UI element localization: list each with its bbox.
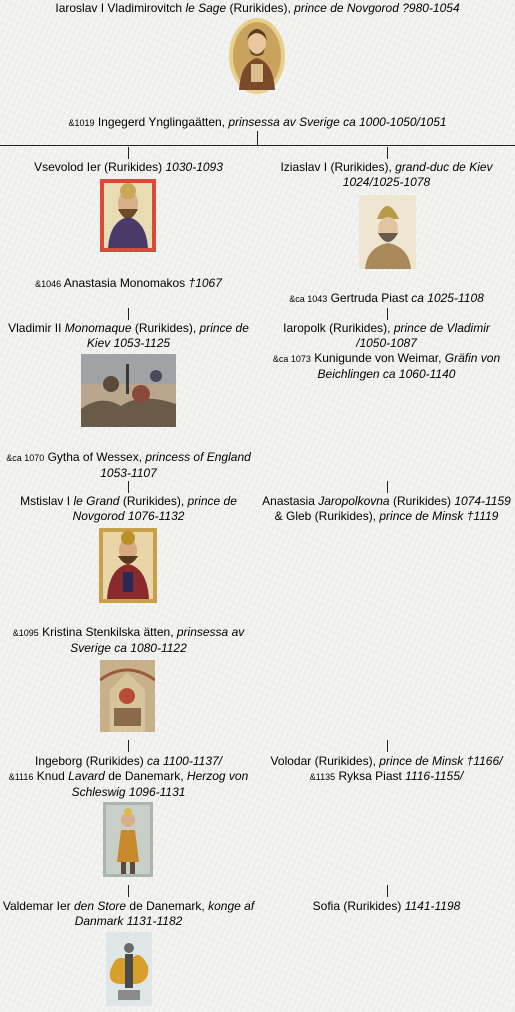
gytha-dates: 1053-1107 [100, 466, 157, 480]
anastasia-j-dates: 1074-1159 [454, 494, 511, 508]
portrait-valdemar [106, 932, 152, 1006]
left-gen1 [0, 160, 257, 175]
knud-title: Schleswig 1096-1131 [71, 785, 186, 799]
vladimir-epithet: Monomaque [64, 321, 132, 335]
connector-right [387, 740, 388, 752]
gertruda-marriage: &ca 1043 [289, 294, 328, 304]
portrait-iziaslav [359, 195, 416, 269]
gertruda-name: Gertruda Piast [330, 291, 408, 305]
ingeborg-name: Ingeborg (Rurikides) [34, 754, 144, 768]
root-spouse-name: Ingegerd Ynglingaätten, [97, 115, 226, 129]
portrait-knud [103, 802, 153, 877]
valdemar-title: Danmark 1131-1182 [74, 914, 183, 928]
connector-sibling-bar [0, 145, 515, 146]
iaropolk-dates: /1050-1087 [356, 336, 417, 350]
anastasia-j-name: Anastasia [262, 494, 315, 508]
mstislav-epithet: le Grand [73, 494, 120, 508]
gertruda-dates: ca 1025-1108 [411, 291, 484, 305]
connector-right [387, 308, 388, 320]
vsevolod-name: Vsevolod Ier (Rurikides) [34, 160, 163, 174]
kristina-title: Sverige ca 1080-1122 [70, 641, 187, 655]
left-gen4: Ingeborg (Rurikides) ca 1100-1137/ &1116 Knud Lavard de Danemark, Herzog von Schleswig 1096-1131 [8, 754, 249, 799]
gytha-name: Gytha of Wessex, [47, 450, 143, 464]
knud-epithet: Lavard [68, 769, 105, 783]
root-name: Iaroslav I Vladimirovitch [55, 1, 183, 15]
kunigunde-title: Beichlingen ca 1060-1140 [317, 367, 456, 381]
connector-left [128, 147, 129, 159]
root-spouse [0, 115, 515, 131]
knud-name: Knud [36, 769, 65, 783]
sofia-name: Sofia (Rurikides) [312, 899, 402, 913]
sofia-dates: 1141-1198 [404, 899, 461, 913]
vsevolod-dates: 1030-1093 [165, 160, 223, 174]
left-spouse1 [0, 276, 257, 292]
root-person [0, 1, 515, 16]
root-marriage: &1019 [68, 118, 95, 128]
root-epithet: le Sage [185, 1, 227, 15]
anastasia-j-epithet: Jaropolkovna [318, 494, 390, 508]
knud-marriage: &1116 [8, 772, 34, 782]
gleb-name: & Gleb (Rurikides), [274, 509, 377, 523]
mstislav-name: Mstislav I [20, 494, 71, 508]
right-gen3: Anastasia Jaropolkovna (Rurikides) 1074-1159 & Gleb (Rurikides), prince de Minsk †1119 [262, 494, 511, 523]
vladimir-name: Vladimir II [8, 321, 62, 335]
kunigunde-name: Kunigunde von Weimar, [314, 351, 442, 365]
connector-left [128, 308, 129, 320]
connector-right [387, 885, 388, 897]
portrait-vsevolod [100, 179, 156, 252]
root-title: prince de Novgorod ?980-1054 [294, 1, 460, 15]
kristina-marriage: &1095 [12, 628, 39, 638]
connector-right [387, 481, 388, 493]
anastasia-dates: †1067 [188, 276, 222, 290]
mstislav-title: Novgorod 1076-1132 [72, 509, 185, 523]
left-gen3: Mstislav I le Grand (Rurikides), prince de Novgorod 1076-1132 [20, 494, 237, 523]
ryksa-dates: 1116-1155/ [405, 769, 464, 783]
left-spouse2: &ca 1070 Gytha of Wessex, princess of England 1053-1107 [6, 450, 251, 480]
connector-root [257, 131, 258, 145]
connector-right [387, 147, 388, 159]
anastasia-name: Anastasia Monomakos [63, 276, 186, 290]
ryksa-marriage: &1135 [309, 772, 336, 782]
right-gen1: Iziaslav I (Rurikides), grand-duc de Kiev 1024/1025-1078 [280, 160, 493, 189]
iziaslav-name: Iziaslav I (Rurikides), [280, 160, 392, 174]
kristina-name: Kristina Stenkilska ätten, [42, 625, 174, 639]
connector-left [128, 885, 129, 897]
root-spouse-title: prinsessa av Sverige ca 1000-1050/1051 [228, 115, 447, 129]
left-gen5: Valdemar Ier den Store de Danemark, konge af Danmark 1131-1182 [2, 899, 255, 928]
portrait-iaroslav [229, 18, 285, 94]
portrait-vladimir [81, 354, 176, 427]
connector-left [128, 481, 129, 493]
right-spouse1 [258, 291, 515, 307]
left-spouse3: &1095 Kristina Stenkilska ätten, prinsessa av Sverige ca 1080-1122 [12, 625, 245, 655]
gytha-marriage: &ca 1070 [6, 453, 45, 463]
vladimir-title: Kiev 1053-1125 [86, 336, 171, 350]
volodar-title: prince de Minsk †1166/ [379, 754, 503, 768]
iziaslav-dates: 1024/1025-1078 [342, 175, 431, 189]
root-house: (Rurikides), [229, 1, 291, 15]
portrait-mstislav [99, 528, 157, 603]
right-gen2: Iaropolk (Rurikides), prince de Vladimir /1050-1087 &ca 1073 Kunigunde von Weimar, Gräfin von Beichlingen ca 1060-1140 [272, 321, 501, 381]
valdemar-name: Valdemar Ier [2, 899, 71, 913]
volodar-name: Volodar (Rurikides), [270, 754, 376, 768]
valdemar-epithet: den Store [74, 899, 127, 913]
left-gen2: Vladimir II Monomaque (Rurikides), prince de Kiev 1053-1125 [8, 321, 249, 350]
connector-left [128, 740, 129, 752]
iaropolk-name: Iaropolk (Rurikides), [283, 321, 391, 335]
kunigunde-marriage: &ca 1073 [272, 354, 311, 364]
right-gen4 [258, 754, 515, 785]
ryksa-name: Ryksa Piast [338, 769, 402, 783]
portrait-kristina [100, 660, 155, 732]
ingeborg-dates: ca 1100-1137/ [147, 754, 222, 768]
anastasia-marriage: &1046 [35, 279, 62, 289]
gleb-title: prince de Minsk †1119 [379, 509, 499, 523]
right-gen5 [258, 899, 515, 914]
